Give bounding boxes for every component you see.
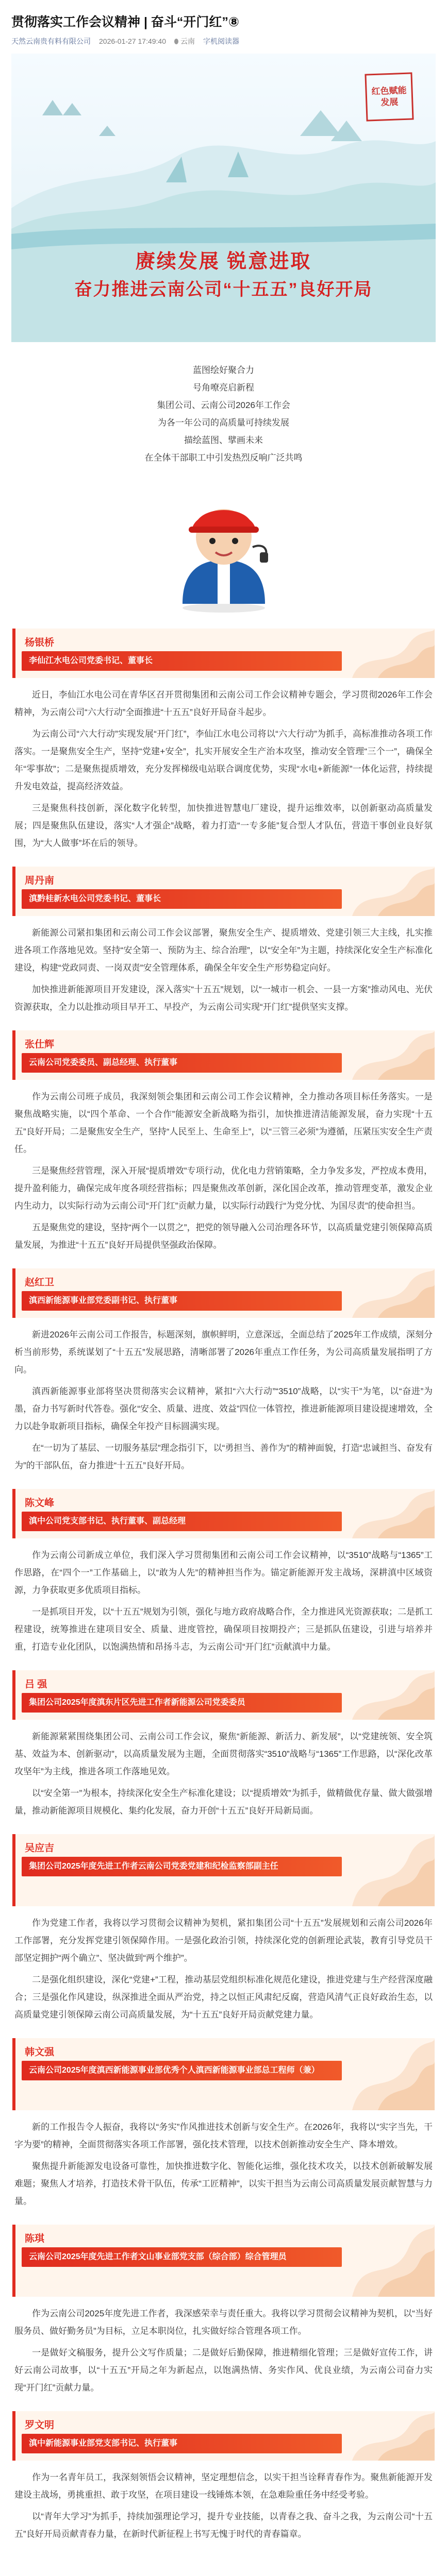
section-paragraph: 以“安全第一”为根本，持续深化安全生产标准化建设；以“提质增效”为抓手，做精做优存量、做大做强增量，推动新能源项目规模化、集约化发展，奋力开创“十五五”良好开局新局面。 bbox=[14, 1788, 433, 1816]
person-name: 陈琪 bbox=[25, 2233, 45, 2244]
section-paragraph: 三是聚焦经营管理，深入开展“提质增效”专项行动，优化电力营销策略，全力争发多发，严控成本费用，提升盈利能力，确保完成年度各项经营指标；四是聚焦改革创新，深化国企改革，推动管理变革，激发企业内生动力，以实际行动为云南公司“开门红”贡献力量，以实际行动践行“为党分忧、为国尽责”的使命担当。 bbox=[14, 1166, 433, 1211]
section-header bbox=[12, 1268, 435, 1318]
person-role: 云南公司党委委员、副总经理、执行董事 bbox=[22, 1053, 342, 1073]
section-body bbox=[12, 1720, 435, 1820]
person-section bbox=[12, 2038, 435, 2210]
slogan-stamp: 红色赋能发展 bbox=[365, 72, 413, 121]
section-paragraph: 一是抓项目开发，以“十五五”规划为引领，强化与地方政府战略合作，全力推进风光资源获取；二是抓工程建设，统筹推进在建项目安全、质量、进度管控，确保项目按期投产；三是抓队伍建设，引进与培养并重，打造专业化团队，以饱满热情和昂扬斗志，为云南公司“开门红”贡献滇中力量。 bbox=[14, 1607, 433, 1652]
building-shapes bbox=[300, 110, 362, 141]
mascot-illustration bbox=[162, 475, 286, 614]
decor-swirl-icon bbox=[332, 1030, 435, 1080]
section-paragraph: 新的工作报告令人振奋，我将以“务实”作风推进技术创新与安全生产。在2026年，我将以“实字当先，干字为要”的精神，全面贯彻落实各项工作部署，强化技术管理，以技术创新推动安全生产、降本增效。 bbox=[14, 2122, 433, 2149]
intro-line: 在全体干部职工中引发热烈反响广泛共鸣 bbox=[144, 453, 303, 463]
section-header bbox=[12, 2411, 435, 2461]
person-name: 罗文明 bbox=[25, 2420, 55, 2431]
section-header bbox=[12, 1670, 435, 1720]
hero-banner bbox=[11, 54, 436, 342]
section-header bbox=[12, 1834, 435, 1906]
person-section bbox=[12, 2225, 435, 2397]
decor-swirl-icon bbox=[332, 1834, 435, 1906]
person-name: 张仕辉 bbox=[25, 1039, 55, 1050]
section-paragraph: 新能源紧紧围绕集团公司、云南公司工作会议，聚焦“新能源、新活力、新发展”，以“党建统领、安全筑基、效益为本、创新驱动”，以高质量发展为主题，全面贯彻落实“3510”战略与“1365”工作思路，以“深化改革攻坚年”为主线，推进各项工作落地见效。 bbox=[14, 1732, 433, 1776]
person-role: 滇中新能源事业部党支部书记、执行董事 bbox=[22, 2434, 342, 2453]
section-body bbox=[12, 916, 435, 1016]
location-text: 云南 bbox=[180, 37, 195, 45]
section-paragraph: 三是聚焦科技创新，深化数字化转型，加快推进智慧电厂建设，提升运维效率，以创新驱动高质量发展；四是聚焦队伍建设，落实“人才强企”战略，着力打造“一专多能”复合型人才队伍，营造干事创业良好氛围，为“大人做事”坏在后的领导。 bbox=[14, 803, 433, 848]
decor-swirl-icon bbox=[332, 2411, 435, 2461]
person-section bbox=[12, 867, 435, 1016]
location-pin-icon bbox=[174, 39, 178, 44]
decor-swirl-icon bbox=[332, 1489, 435, 1538]
banner-title-line1: 赓续发展 锐意进取 bbox=[135, 251, 312, 273]
sections-container bbox=[0, 629, 447, 2543]
intro-line: 号角嘹亮启新程 bbox=[193, 383, 254, 393]
decor-swirl-icon bbox=[332, 1268, 435, 1318]
section-paragraph: 以“青年大学习”为抓手，持续加强理论学习，提升专业技能，以青春之我、奋斗之我，为云南公司“十五五”良好开局贡献青春力量，在新时代新征程上书写无愧于时代的青春篇章。 bbox=[14, 2512, 433, 2539]
person-role: 集团公司2025年度先进工作者云南公司党委党建和纪检监察部副主任 bbox=[22, 1857, 342, 1876]
person-role: 滇西新能源事业部党委副书记、执行董事 bbox=[22, 1291, 342, 1311]
section-paragraph: 加快推进新能源项目开发建设，深入落实“十五五”规划，以“一城市一机会、一县一方案”推动风电、光伏资源获取，全力以赴推动项目早开工、早投产，为云南公司实现“开门红”提供坚实支撑。 bbox=[14, 985, 433, 1012]
person-section bbox=[12, 1268, 435, 1475]
pagoda-shapes bbox=[42, 100, 115, 136]
person-name: 杨银桥 bbox=[25, 637, 55, 648]
section-body bbox=[12, 1906, 435, 2024]
person-name: 周丹南 bbox=[25, 875, 55, 886]
article-header bbox=[0, 0, 447, 54]
article-datetime: 2026-01-27 17:49:40 bbox=[99, 37, 166, 45]
section-body bbox=[12, 1538, 435, 1656]
section-paragraph: 为云南公司“六大行动”实现发展“开门红”，李仙江水电公司将以“六大行动”为抓手，高标准推动各项工作落实。一是聚焦安全生产，坚持“党建+安全”，扎实开展安全生产治本攻坚，推动安全管理“三个一”，确保全年“零事故”；二是聚焦提质增效，充分发挥梯级电站联合调度优势，实现“水电+新能源”一体化运营，持续提升发电效益，提高经济效益。 bbox=[14, 729, 433, 791]
person-name: 韩文强 bbox=[25, 2047, 55, 2058]
section-body bbox=[12, 1318, 435, 1475]
section-header bbox=[12, 1030, 435, 1080]
person-section bbox=[12, 2411, 435, 2543]
person-role: 滇黔桂新水电公司党委书记、董事长 bbox=[22, 889, 342, 909]
decor-swirl-icon bbox=[332, 1670, 435, 1720]
section-paragraph: 作为云南公司班子成员，我深刻领会集团和云南公司工作会议精神，全力推动各项目标任务落实。一是聚焦战略实施，以“四个革命、一个合作”能源安全新战略为指引，加快推进清洁能源发展，奋力实现“十五五”良好开局；二是聚焦安全生产，坚持“人民至上、生命至上”，以“三管三必须”为遵循，压紧压实安全生产责任。 bbox=[14, 1092, 433, 1154]
section-paragraph: 五是聚焦党的建设，坚持“两个一以贯之”，把党的领导融入公司治理各环节，以高质量党建引领保障高质量发展，为推进“十五五”良好开局提供坚强政治保障。 bbox=[14, 1223, 433, 1250]
section-header bbox=[12, 629, 435, 678]
person-role: 集团公司2025年度滇东片区先进工作者新能源公司党委委员 bbox=[22, 1693, 342, 1713]
decor-swirl-icon bbox=[332, 2225, 435, 2297]
mascot-icon bbox=[162, 475, 286, 614]
section-paragraph: 近日，李仙江水电公司在青华区召开贯彻集团和云南公司工作会议精神专题会，学习贯彻2026年工作会精神，为云南公司“六大行动”全面推进“十五五”良好开局奋斗起步。 bbox=[14, 690, 433, 717]
person-name: 吴应吉 bbox=[25, 1843, 55, 1854]
section-body bbox=[12, 678, 435, 852]
person-section bbox=[12, 629, 435, 852]
section-paragraph: 滇西新能源事业部将坚决贯彻落实会议精神，紧扣“六大行动”“3510”战略，以“实干”为笔，以“奋进”为墨，奋力书写新时代答卷。强化“安全、质量、进度、效益”四位一体管控，推进新能源项目建设提速增效，全力以赴争取新项目指标，确保全年投产目标圆满实现。 bbox=[14, 1386, 433, 1431]
article-source[interactable]: 天然云南贵有料有限公司 bbox=[11, 37, 91, 45]
intro-block bbox=[0, 342, 447, 472]
person-section bbox=[12, 1489, 435, 1656]
section-paragraph: 二是强化组织建设，深化“党建+”工程，推动基层党组织标准化规范化建设，推进党建与生产经营深度融合；三是强化作风建设，纵深推进全面从严治党，持之以恒正风肃纪反腐，营造风清气正良好政治生态，以高质量党建引领保障云南公司高质量发展，为“十五五”良好开局贡献党建力量。 bbox=[14, 1975, 433, 2020]
decor-swirl-icon bbox=[332, 629, 435, 678]
section-header bbox=[12, 2038, 435, 2110]
person-section bbox=[12, 1834, 435, 2024]
intro-line: 为各一年公司的高质量可持续发展 bbox=[158, 418, 289, 428]
section-body bbox=[12, 2461, 435, 2543]
article-location bbox=[174, 36, 195, 46]
section-paragraph: 一是做好文稿服务，提升公文写作质量；二是做好后勤保障，推进精细化管理；三是做好宣传工作，讲好云南公司故事，以“十五五”开局之年为新起点，以饱满热情、务实作风、优良业绩，为云南公司奋力实现“开门红”贡献力量。 bbox=[14, 2348, 433, 2393]
section-header bbox=[12, 1489, 435, 1538]
section-body bbox=[12, 1080, 435, 1254]
section-header bbox=[12, 2225, 435, 2297]
banner-title-line2: 奋力推进云南公司“十五五”良好开局 bbox=[74, 280, 373, 299]
intro-line: 蓝图绘好聚合力 bbox=[193, 365, 254, 375]
person-name: 陈文峰 bbox=[25, 1498, 55, 1509]
person-role: 云南公司2025年度先进工作者文山事业部党支部（综合部）综合管理员 bbox=[22, 2247, 342, 2267]
section-body bbox=[12, 2110, 435, 2210]
person-name: 吕 强 bbox=[25, 1679, 47, 1690]
decor-swirl-icon bbox=[332, 867, 435, 916]
section-paragraph: 聚焦提升新能源发电设备可靠性，加快推进数字化、智能化运维，强化技术攻关，以技术创新破解发展难题；聚焦人才培养，打造技术骨干队伍，传承“工匠精神”，以实干担当为云南公司高质量发展贡献智慧与力量。 bbox=[14, 2161, 433, 2206]
section-paragraph: 作为一名青年员工，我深刻领悟会议精神，坚定理想信念，以实干担当诠释青春作为。聚焦新能源开发建设主战场，勇挑重担、敢于攻坚，在项目建设一线锤炼本领，在急难险重任务中经受考验。 bbox=[14, 2472, 433, 2500]
decor-swirl-icon bbox=[332, 2038, 435, 2110]
person-role: 滇中公司党支部书记、执行董事、副总经理 bbox=[22, 1512, 342, 1531]
intro-line: 描绘蓝图、擘画未来 bbox=[184, 435, 263, 445]
person-role: 李仙江水电公司党委书记、董事长 bbox=[22, 651, 342, 671]
section-paragraph: 在“一切为了基层、一切服务基层”理念指引下，以“勇担当、善作为”的精神面貌，打造“忠诚担当、奋发有为”的干部队伍，奋力推进“十五五”良好开局。 bbox=[14, 1443, 433, 1470]
section-paragraph: 作为云南公司新成立单位，我们深入学习贯彻集团和云南公司工作会议精神，以“3510”战略与“1365”工作思路，在“四个一”工作基础上，以“敢为人先”的精神担当作为。锚定新能源开发主战场，深耕滇中区域资源，力争获取更多优质项目指标。 bbox=[14, 1550, 433, 1595]
intro-line: 集团公司、云南公司2026年工作会 bbox=[157, 400, 290, 410]
article-title: 贯彻落实工作会议精神 | 奋斗“开门红”⑧ bbox=[11, 15, 240, 29]
person-section bbox=[12, 1670, 435, 1820]
section-body bbox=[12, 2297, 435, 2397]
person-section bbox=[12, 1030, 435, 1254]
article-meta bbox=[11, 36, 436, 46]
section-paragraph: 新能源公司紧扣集团和云南公司工作会议部署，聚焦安全生产、提质增效、党建引领三大主线，扎实推进各项工作落地见效。坚持“安全第一、预防为主、综合治理”，以“安全年”为主题，持续深化安全生产标准化建设，构建“党政同责、一岗双责”安全管理体系，确保全年安全生产形势稳定向好。 bbox=[14, 928, 433, 973]
section-header bbox=[12, 867, 435, 916]
person-name: 赵红卫 bbox=[25, 1277, 55, 1288]
person-role: 云南公司2025年度滇西新能源事业部优秀个人滇西新能源事业部总工程师（兼） bbox=[22, 2061, 342, 2080]
section-paragraph: 作为云南公司2025年度先进工作者，我深感荣幸与责任重大。我将以学习贯彻会议精神为契机，以“当好服务员、做好勤务员”为目标，立足本职岗位，扎实做好综合管理各项工作。 bbox=[14, 2309, 433, 2336]
section-paragraph: 新进2026年云南公司工作报告，标题深刻，旗帜鲜明，立意深远，全面总结了2025年工作成绩，深刻分析当前形势，系统谋划了“十五五”发展思路，清晰部署了2026年重点工作任务，为公司高质量发展指明了方向。 bbox=[14, 1330, 433, 1375]
section-paragraph: 作为党建工作者，我将以学习贯彻会议精神为契机，紧扣集团公司“十五五”发展规划和云南公司2026年工作部署，充分发挥党建引领保障作用。一是强化政治引领，持续深化党的创新理论武装，教育引导党员干部坚定拥护“两个确立”、坚决做到“两个维护”。 bbox=[14, 1918, 433, 1963]
reader-link[interactable]: 字机阅读器 bbox=[203, 37, 239, 45]
